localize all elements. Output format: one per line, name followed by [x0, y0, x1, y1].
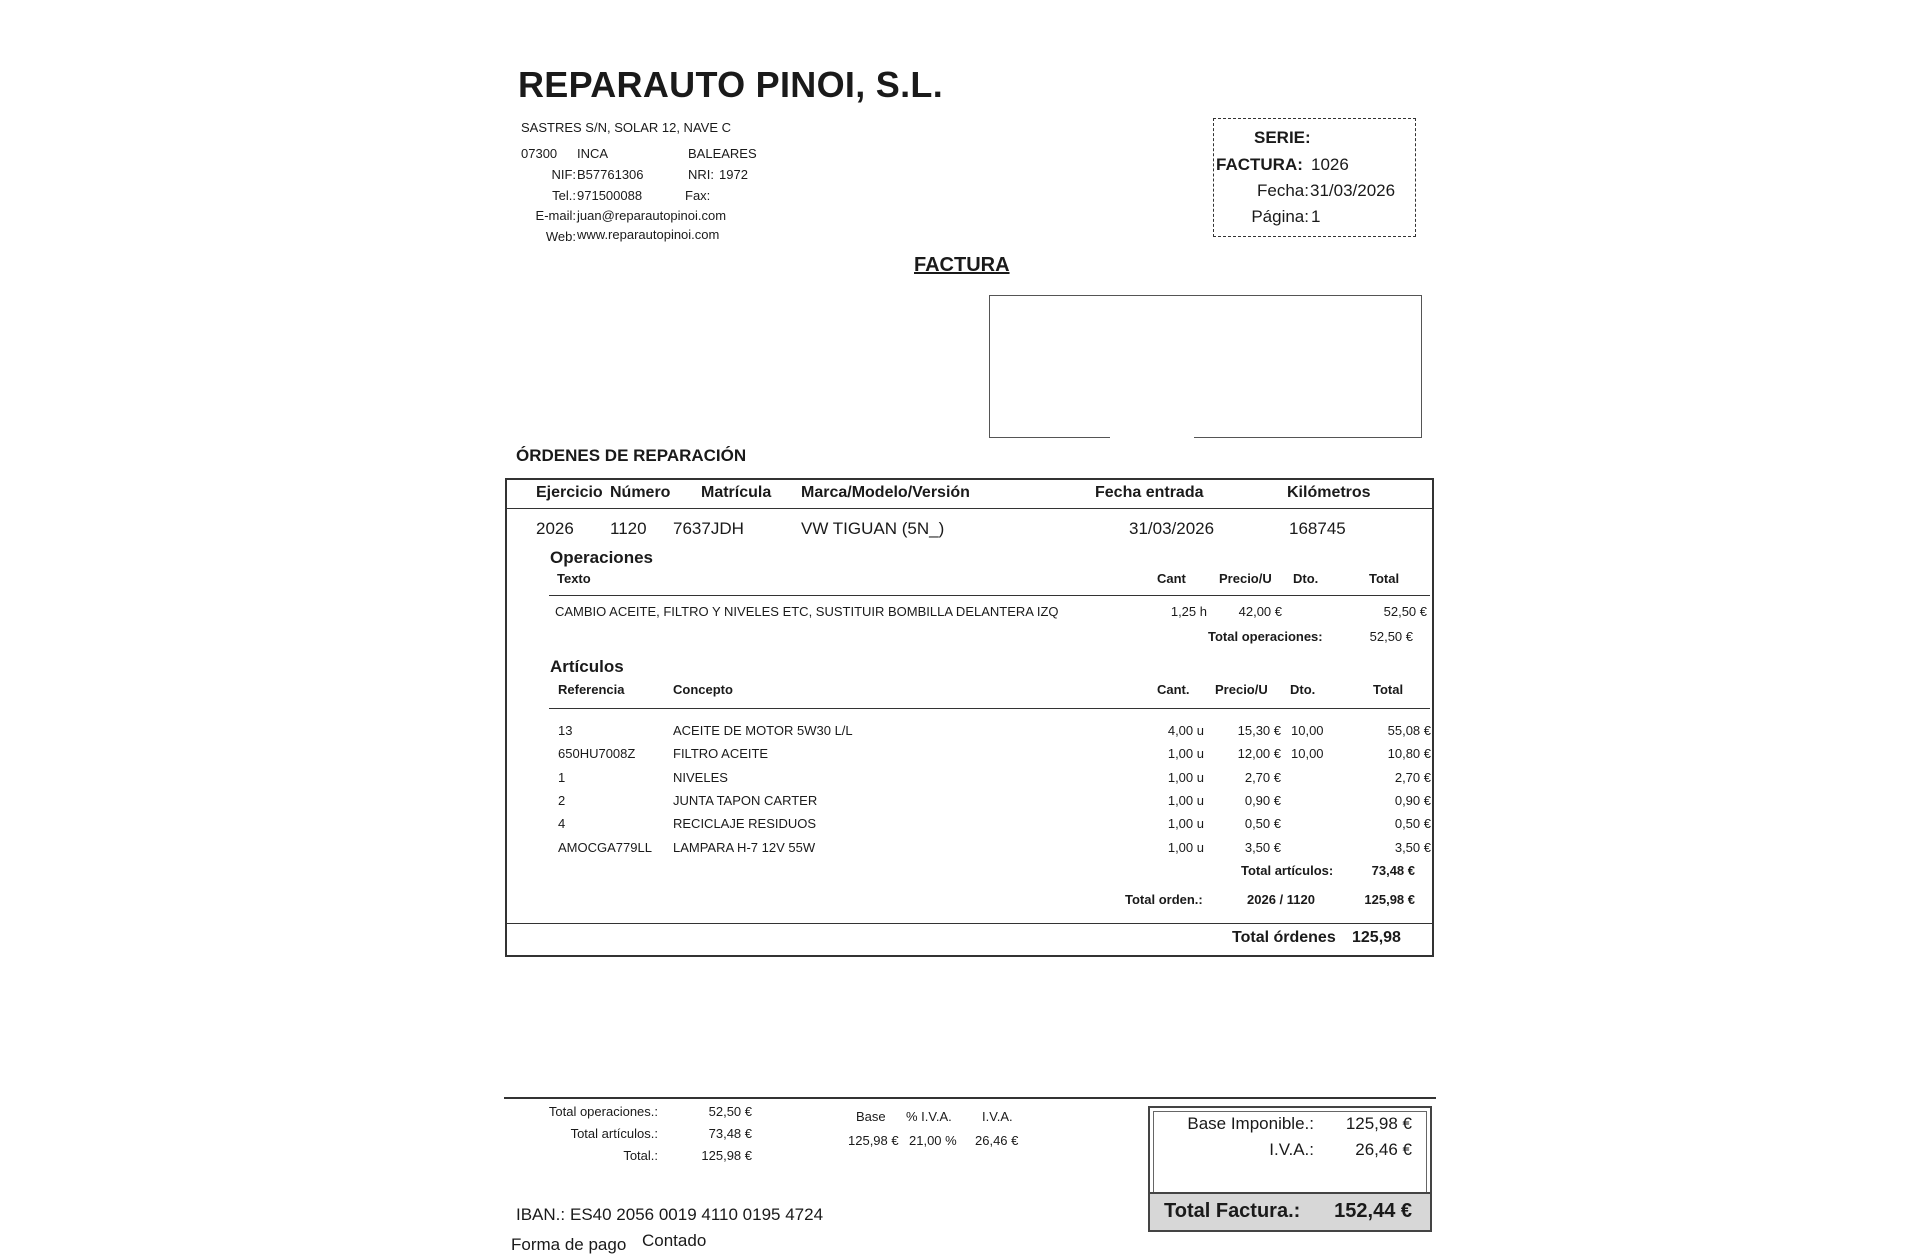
base-imponible-value: 125,98 € [1345, 1114, 1412, 1133]
art-total: 3,50 € [1394, 840, 1431, 855]
company-city: INCA [577, 146, 609, 161]
fecha-label: Fecha: [1257, 181, 1309, 200]
total-factura-label: Total Factura.: [1164, 1200, 1301, 1222]
total-articulos-label: Total artículos: [1241, 863, 1334, 878]
sum-total-articulos-label: Total artículos.: [570, 1126, 658, 1141]
client-address-box [989, 295, 1422, 438]
art-referencia: 2 [558, 793, 566, 808]
art-col-total: Total [1373, 682, 1404, 697]
email-label: E-mail: [535, 208, 576, 223]
tel-label: Tel.: [552, 188, 576, 203]
op-col-total: Total [1369, 571, 1400, 586]
iva-pct-label: % I.V.A. [906, 1109, 952, 1124]
art-col-precio: Precio/U [1215, 682, 1268, 697]
op-row-cant: 1,25 h [1170, 604, 1207, 619]
web-value: www.reparautopinoi.com [577, 227, 720, 242]
email-value: juan@reparautopinoi.com [577, 208, 727, 223]
art-cant: 1,00 u [1167, 793, 1204, 808]
iban-label: IBAN.: [516, 1205, 566, 1224]
iva-base-value: 125,98 € [848, 1133, 899, 1148]
art-precio: 12,00 € [1237, 746, 1281, 761]
op-row-precio: 42,00 € [1238, 604, 1282, 619]
iva-base-label: Base [856, 1109, 886, 1124]
pagina-label: Página: [1251, 207, 1309, 226]
art-col-cant: Cant. [1157, 682, 1190, 697]
op-row-texto: CAMBIO ACEITE, FILTRO Y NIVELES ETC, SUSTITUIR BOMBILLA DELANTERA IZQ [555, 604, 1059, 619]
total-orden-ref: 2026 / 1120 [1247, 892, 1315, 907]
orders-table [505, 478, 1434, 957]
nif-value: B57761306 [577, 167, 644, 182]
iva-total-label: I.V.A.: [1269, 1140, 1314, 1159]
art-concepto: ACEITE DE MOTOR 5W30 L/L [673, 723, 853, 738]
art-col-referencia: Referencia [558, 682, 625, 697]
art-total: 0,90 € [1394, 793, 1431, 808]
art-cant: 1,00 u [1167, 746, 1204, 761]
art-cant: 1,00 u [1167, 816, 1204, 831]
art-referencia: 1 [558, 770, 566, 785]
operaciones-title: Operaciones [550, 548, 653, 567]
total-operaciones-value: 52,50 € [1369, 629, 1413, 644]
op-col-cant: Cant [1157, 571, 1186, 586]
vehicle-marca: VW TIGUAN (5N_) [801, 519, 945, 538]
art-dto: 10,00 [1291, 746, 1324, 761]
op-col-precio: Precio/U [1219, 571, 1272, 586]
nif-label: NIF: [551, 167, 576, 182]
nri-label: NRI: [688, 167, 714, 182]
art-referencia: 13 [558, 723, 573, 738]
op-col-dto: Dto. [1293, 571, 1319, 586]
factura-label: FACTURA: [1216, 155, 1303, 174]
pagina-value: 1 [1311, 207, 1321, 226]
col-fecha-entrada: Fecha entrada [1095, 484, 1204, 501]
art-total: 2,70 € [1394, 770, 1431, 785]
art-precio: 3,50 € [1244, 840, 1281, 855]
company-name: REPARAUTO PINOI, S.L. [518, 64, 944, 105]
base-imponible-label: Base Imponible.: [1187, 1114, 1314, 1133]
art-concepto: LAMPARA H-7 12V 55W [673, 840, 816, 855]
art-total: 55,08 € [1387, 723, 1431, 738]
company-address: SASTRES S/N, SOLAR 12, NAVE C [521, 120, 731, 135]
vehicle-matricula: 7637JDH [673, 519, 744, 538]
header-divider [507, 508, 1432, 509]
nri-value: 1972 [719, 167, 748, 182]
sum-total-operaciones-label: Total operaciones.: [548, 1104, 658, 1119]
art-dto: 10,00 [1291, 723, 1324, 738]
sum-total-value: 125,98 € [701, 1148, 752, 1163]
art-cant: 1,00 u [1167, 770, 1204, 785]
art-total: 0,50 € [1394, 816, 1431, 831]
art-concepto: JUNTA TAPON CARTER [673, 793, 818, 808]
sum-total-label: Total.: [623, 1148, 658, 1163]
iva-total-value: 26,46 € [1355, 1140, 1412, 1159]
total-ordenes-divider [507, 923, 1432, 924]
art-precio: 15,30 € [1237, 723, 1281, 738]
totals-box [1148, 1106, 1432, 1232]
op-col-texto: Texto [557, 571, 591, 586]
art-concepto: RECICLAJE RESIDUOS [673, 816, 817, 831]
art-total: 10,80 € [1387, 746, 1431, 761]
art-cant: 4,00 u [1167, 723, 1204, 738]
articulos-title: Artículos [550, 657, 624, 676]
sum-total-articulos-value: 73,48 € [708, 1126, 752, 1141]
company-province: BALEARES [688, 146, 757, 161]
operaciones-divider [549, 595, 1430, 596]
summary-divider [504, 1097, 1436, 1099]
fecha-value: 31/03/2026 [1310, 181, 1396, 200]
art-concepto: FILTRO ACEITE [673, 746, 769, 761]
web-label: Web: [545, 229, 576, 244]
iva-pct-value: 21,00 % [909, 1133, 957, 1148]
art-col-dto: Dto. [1290, 682, 1316, 697]
col-marca: Marca/Modelo/Versión [801, 484, 970, 501]
art-referencia: 650HU7008Z [558, 746, 636, 761]
iva-iva-value: 26,46 € [975, 1133, 1019, 1148]
invoice-meta-box [1213, 118, 1416, 237]
orders-section-title: ÓRDENES DE REPARACIÓN [516, 446, 747, 465]
articulos-divider [549, 708, 1430, 709]
client-box-gap [1110, 432, 1194, 442]
vehicle-ejercicio: 2026 [536, 519, 574, 538]
tel-value: 971500088 [577, 188, 643, 203]
art-referencia: 4 [558, 816, 566, 831]
art-col-concepto: Concepto [673, 682, 733, 697]
serie-label: SERIE: [1254, 128, 1311, 147]
art-cant: 1,00 u [1167, 840, 1204, 855]
company-postal-code: 07300 [521, 146, 558, 161]
col-numero: Número [610, 484, 671, 501]
total-articulos-value: 73,48 € [1371, 863, 1415, 878]
op-row-total: 52,50 € [1383, 604, 1427, 619]
forma-pago-value: Contado [642, 1231, 707, 1250]
art-precio: 0,50 € [1244, 816, 1281, 831]
document-title: FACTURA [914, 254, 1010, 276]
total-ordenes-value: 125,98 [1352, 929, 1401, 946]
total-factura-bar [1150, 1192, 1430, 1230]
total-orden-label: Total orden.: [1125, 892, 1203, 907]
col-ejercicio: Ejercicio [536, 484, 603, 501]
col-matricula: Matrícula [701, 484, 772, 501]
col-kilometros: Kilómetros [1287, 484, 1371, 501]
total-factura-value: 152,44 € [1334, 1200, 1412, 1222]
art-concepto: NIVELES [673, 770, 728, 785]
art-precio: 2,70 € [1244, 770, 1281, 785]
vehicle-kilometros: 168745 [1289, 519, 1346, 538]
factura-number: 1026 [1311, 155, 1349, 174]
forma-pago-label: Forma de pago [511, 1235, 627, 1254]
art-referencia: AMOCGA779LL [558, 840, 652, 855]
fax-label: Fax: [685, 188, 711, 203]
total-ordenes-label: Total órdenes [1232, 929, 1336, 946]
iva-iva-label: I.V.A. [982, 1109, 1013, 1124]
vehicle-fecha-entrada: 31/03/2026 [1129, 519, 1215, 538]
total-orden-value: 125,98 € [1364, 892, 1415, 907]
total-operaciones-label: Total operaciones: [1208, 629, 1323, 644]
iban-value: ES40 2056 0019 4110 0195 4724 [570, 1205, 824, 1224]
sum-total-operaciones-value: 52,50 € [708, 1104, 752, 1119]
art-precio: 0,90 € [1244, 793, 1281, 808]
vehicle-numero: 1120 [610, 519, 647, 538]
